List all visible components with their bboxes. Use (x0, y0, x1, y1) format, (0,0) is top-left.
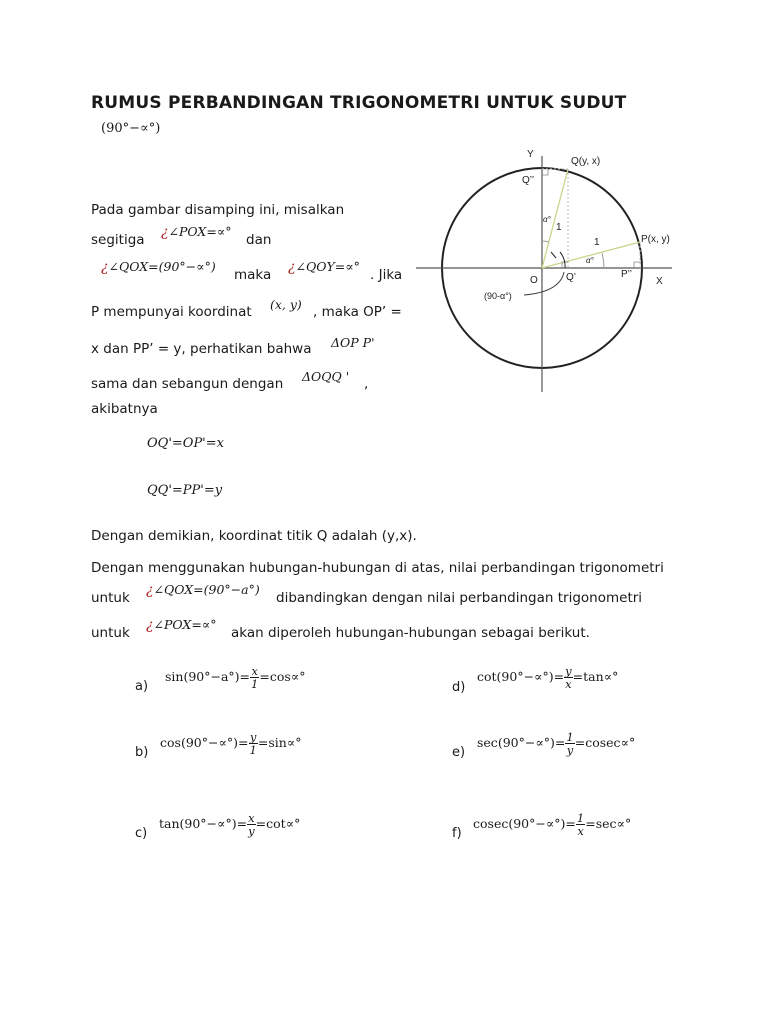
formula-e (477, 731, 635, 756)
math-coord-xy: (x, y) (270, 297, 302, 312)
math-text: ∠POX=∝° (153, 617, 217, 632)
fraction-denominator: y (566, 743, 574, 758)
angle-symbol: ¿ (146, 582, 154, 598)
radius-label-oq: 1 (556, 222, 562, 233)
math-text: ∠QOY=∝° (295, 259, 360, 274)
hubungan-line-2-end: dibandingkan dengan nilai perbandingan trigonometri (276, 590, 643, 606)
formula-c (159, 812, 300, 837)
formula-d (477, 665, 618, 690)
radius-label-op: 1 (594, 237, 600, 248)
formula-rhs: =tan∝° (572, 669, 619, 685)
formula-lhs: sec(90°−∝°)= (477, 735, 566, 751)
para-line-7: akibatnya (91, 401, 158, 417)
fraction (250, 665, 259, 690)
angle-symbol: ¿ (288, 259, 296, 275)
point-q2-label: Q’’ (522, 175, 535, 186)
math-text: ∠QOX=(90°−a°) (153, 582, 260, 597)
formula-b (160, 731, 302, 756)
point-p2-label: P’’ (621, 269, 632, 280)
formula-lhs: sin(90°−a°)= (165, 669, 251, 685)
para-line-4-end: , maka OP’ = (313, 304, 402, 320)
formula-rhs: =cosec∝° (574, 735, 636, 751)
para-line-2-start: segitiga (91, 232, 145, 248)
angle-symbol: ¿ (161, 224, 169, 240)
alpha-label-right: α° (586, 256, 594, 265)
equation-qq: QQ'=PP'=y (147, 483, 223, 498)
math-text: ∠QOX=(90°−∝°) (108, 259, 216, 274)
formula-rhs: =cos∝° (259, 669, 306, 685)
formula-lhs: cot(90°−∝°)= (477, 669, 565, 685)
formula-rhs: =sec∝° (585, 816, 632, 832)
para-line-4-start: P mempunyai koordinat (91, 304, 252, 320)
angle-90-arc (560, 252, 565, 268)
angle-symbol: ¿ (146, 617, 154, 633)
right-angle-p2-mark (634, 262, 640, 268)
angle-symbol: ¿ (101, 259, 109, 275)
fraction-denominator: y (248, 824, 255, 839)
point-q1-label: Q’ (566, 272, 576, 283)
unit-circle-diagram (410, 140, 680, 400)
hubungan-word-untuk-2: untuk (91, 625, 130, 641)
formula-rhs: =cot∝° (255, 816, 301, 832)
origin-label: O (530, 275, 538, 286)
fraction-denominator: x (577, 824, 584, 839)
fraction (564, 665, 573, 690)
fraction-denominator: 1 (249, 743, 257, 758)
math-triangle-opp: ΔOP P' (331, 335, 375, 350)
math-angle-qox-2 (146, 582, 260, 598)
fraction (565, 731, 574, 756)
formula-f (473, 812, 631, 837)
formula-rhs: =sin∝° (257, 735, 302, 751)
fraction (249, 731, 258, 756)
alpha-arc-right (602, 253, 604, 268)
page-title: RUMUS PERBANDINGAN TRIGONOMETRI UNTUK SUDUT (91, 93, 627, 113)
formula-c-label: c) (135, 826, 148, 841)
point-q-label: Q(y, x) (571, 156, 601, 167)
koordinat-line: Dengan demikian, koordinat titik Q adalah (y,x). (91, 528, 417, 544)
hubungan-line-1: Dengan menggunakan hubungan-hubungan di atas, nilai perbandingan trigonometri (91, 560, 664, 576)
math-angle-pox (161, 224, 232, 240)
hubungan-line-3-end: akan diperoleh hubungan-hubungan sebagai berikut. (231, 625, 590, 641)
math-angle-qox (101, 259, 216, 275)
formula-d-label: d) (452, 680, 466, 695)
fraction-numerator: x (248, 811, 255, 825)
formula-lhs: cosec(90°−∝°)= (473, 816, 576, 832)
fraction-numerator: y (249, 730, 257, 744)
fraction-denominator: x (565, 677, 572, 692)
para-word-jika: . Jika (370, 267, 403, 283)
math-angle-pox-2 (146, 617, 217, 633)
formula-f-label: f) (452, 826, 462, 841)
right-angle-q2-mark (542, 169, 548, 175)
formula-lhs: cos(90°−∝°)= (160, 735, 249, 751)
formula-lhs: tan(90°−∝°)= (159, 816, 248, 832)
title-angle-expr: (90°−∝°) (101, 121, 161, 136)
fraction-numerator: 1 (566, 730, 574, 744)
hubungan-word-untuk-1: untuk (91, 590, 130, 606)
math-triangle-oqq: ΔOQQ ' (302, 369, 350, 384)
para-line-1: Pada gambar disamping ini, misalkan (91, 202, 345, 218)
formula-a-label: a) (135, 679, 149, 694)
math-angle-qoy (288, 259, 360, 275)
formula-b-label: b) (135, 745, 149, 760)
angle-90-label: (90-α°) (484, 291, 512, 301)
fraction-numerator: x (251, 664, 258, 678)
alpha-arc-top (542, 241, 549, 242)
angle-arrow-mark (551, 252, 556, 258)
para-word-maka: maka (234, 267, 272, 283)
para-line-5: x dan PP’ = y, perhatikan bahwa (91, 341, 312, 357)
fraction-denominator: 1 (251, 677, 259, 692)
point-p-label: P(x, y) (641, 234, 670, 245)
formula-a (165, 665, 305, 690)
fraction (576, 812, 585, 837)
fraction-numerator: y (565, 664, 572, 678)
para-line-6: sama dan sebangun dengan (91, 376, 284, 392)
fraction-numerator: 1 (576, 811, 585, 825)
equation-oq: OQ'=OP'=x (147, 436, 224, 451)
formula-e-label: e) (452, 745, 466, 760)
fraction (247, 812, 256, 837)
x-axis-label: X (656, 276, 663, 287)
para-word-dan: dan (246, 232, 272, 248)
para-comma: , (364, 376, 369, 392)
y-axis-label: Y (527, 149, 534, 160)
alpha-label-top: α° (543, 215, 551, 224)
math-text: ∠POX=∝° (168, 224, 232, 239)
